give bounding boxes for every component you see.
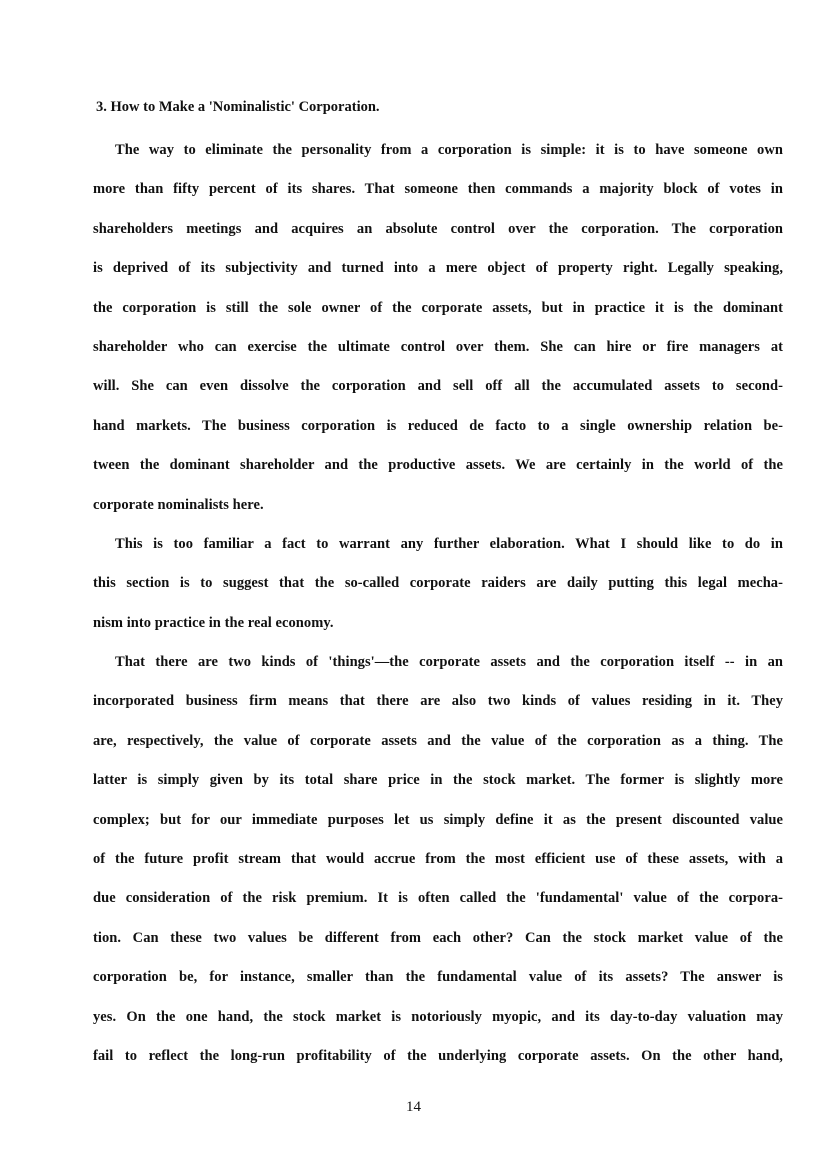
section-heading: 3. How to Make a 'Nominalistic' Corporation. <box>96 99 380 115</box>
paragraph-line: That there are two kinds of 'things'—the corporate assets and the corporation itself -- in an <box>115 654 783 670</box>
paragraph-line: shareholders meetings and acquires an absolute control over the corporation. The corporation <box>93 220 783 237</box>
paragraph-1 <box>93 140 783 534</box>
paragraph-line: incorporated business firm means that there are also two kinds of values residing in it. They <box>93 693 783 710</box>
paragraph-line: the corporation is still the sole owner of the corporate assets, but in practice it is the dominant <box>93 299 783 316</box>
paragraph-line: are, respectively, the value of corporate assets and the value of the corporation as a thing. The <box>93 732 783 749</box>
paragraph-line: corporate nominalists here. <box>93 496 264 513</box>
paragraph-2 <box>93 534 783 652</box>
paragraph-3 <box>93 652 783 1085</box>
paragraph-line: fail to reflect the long-run profitability of the underlying corporate assets. On the other hand, <box>93 1047 783 1064</box>
paragraph-line: yes. On the one hand, the stock market is notoriously myopic, and its day-to-day valuation may <box>93 1008 783 1025</box>
paragraph-line: corporation be, for instance, smaller than the fundamental value of its assets? The answer is <box>93 969 783 986</box>
paragraph-line: latter is simply given by its total share price in the stock market. The former is slightly more <box>93 772 783 789</box>
paragraph-line: shareholder who can exercise the ultimate control over them. She can hire or fire managers at <box>93 338 783 355</box>
paragraph-line: nism into practice in the real economy. <box>93 614 334 631</box>
paragraph-line: tion. Can these two values be different from each other? Can the stock market value of the <box>93 929 783 946</box>
paragraph-line: This is too familiar a fact to warrant any further elaboration. What I should like to do in <box>115 536 783 552</box>
paragraph-line: this section is to suggest that the so-called corporate raiders are daily putting this legal mecha- <box>93 575 783 592</box>
paragraph-line: will. She can even dissolve the corporation and sell off all the accumulated assets to second- <box>93 378 783 395</box>
paragraph-line: The way to eliminate the personality from a corporation is simple: it is to have someone own <box>115 142 783 158</box>
paragraph-line: of the future profit stream that would accrue from the most efficient use of these assets, with a <box>93 850 783 867</box>
paragraph-line: complex; but for our immediate purposes let us simply define it as the present discounted value <box>93 811 783 828</box>
paragraph-line: tween the dominant shareholder and the productive assets. We are certainly in the world of the <box>93 457 783 474</box>
paragraph-line: hand markets. The business corporation is reduced de facto to a single ownership relation be- <box>93 417 783 434</box>
paragraph-line: is deprived of its subjectivity and turned into a mere object of property right. Legally speaking, <box>93 260 783 277</box>
page-number: 14 <box>406 1099 421 1115</box>
paragraph-line: more than fifty percent of its shares. That someone then commands a majority block of votes in <box>93 181 783 198</box>
paragraph-line: due consideration of the risk premium. It is often called the 'fundamental' value of the corpora- <box>93 890 783 907</box>
